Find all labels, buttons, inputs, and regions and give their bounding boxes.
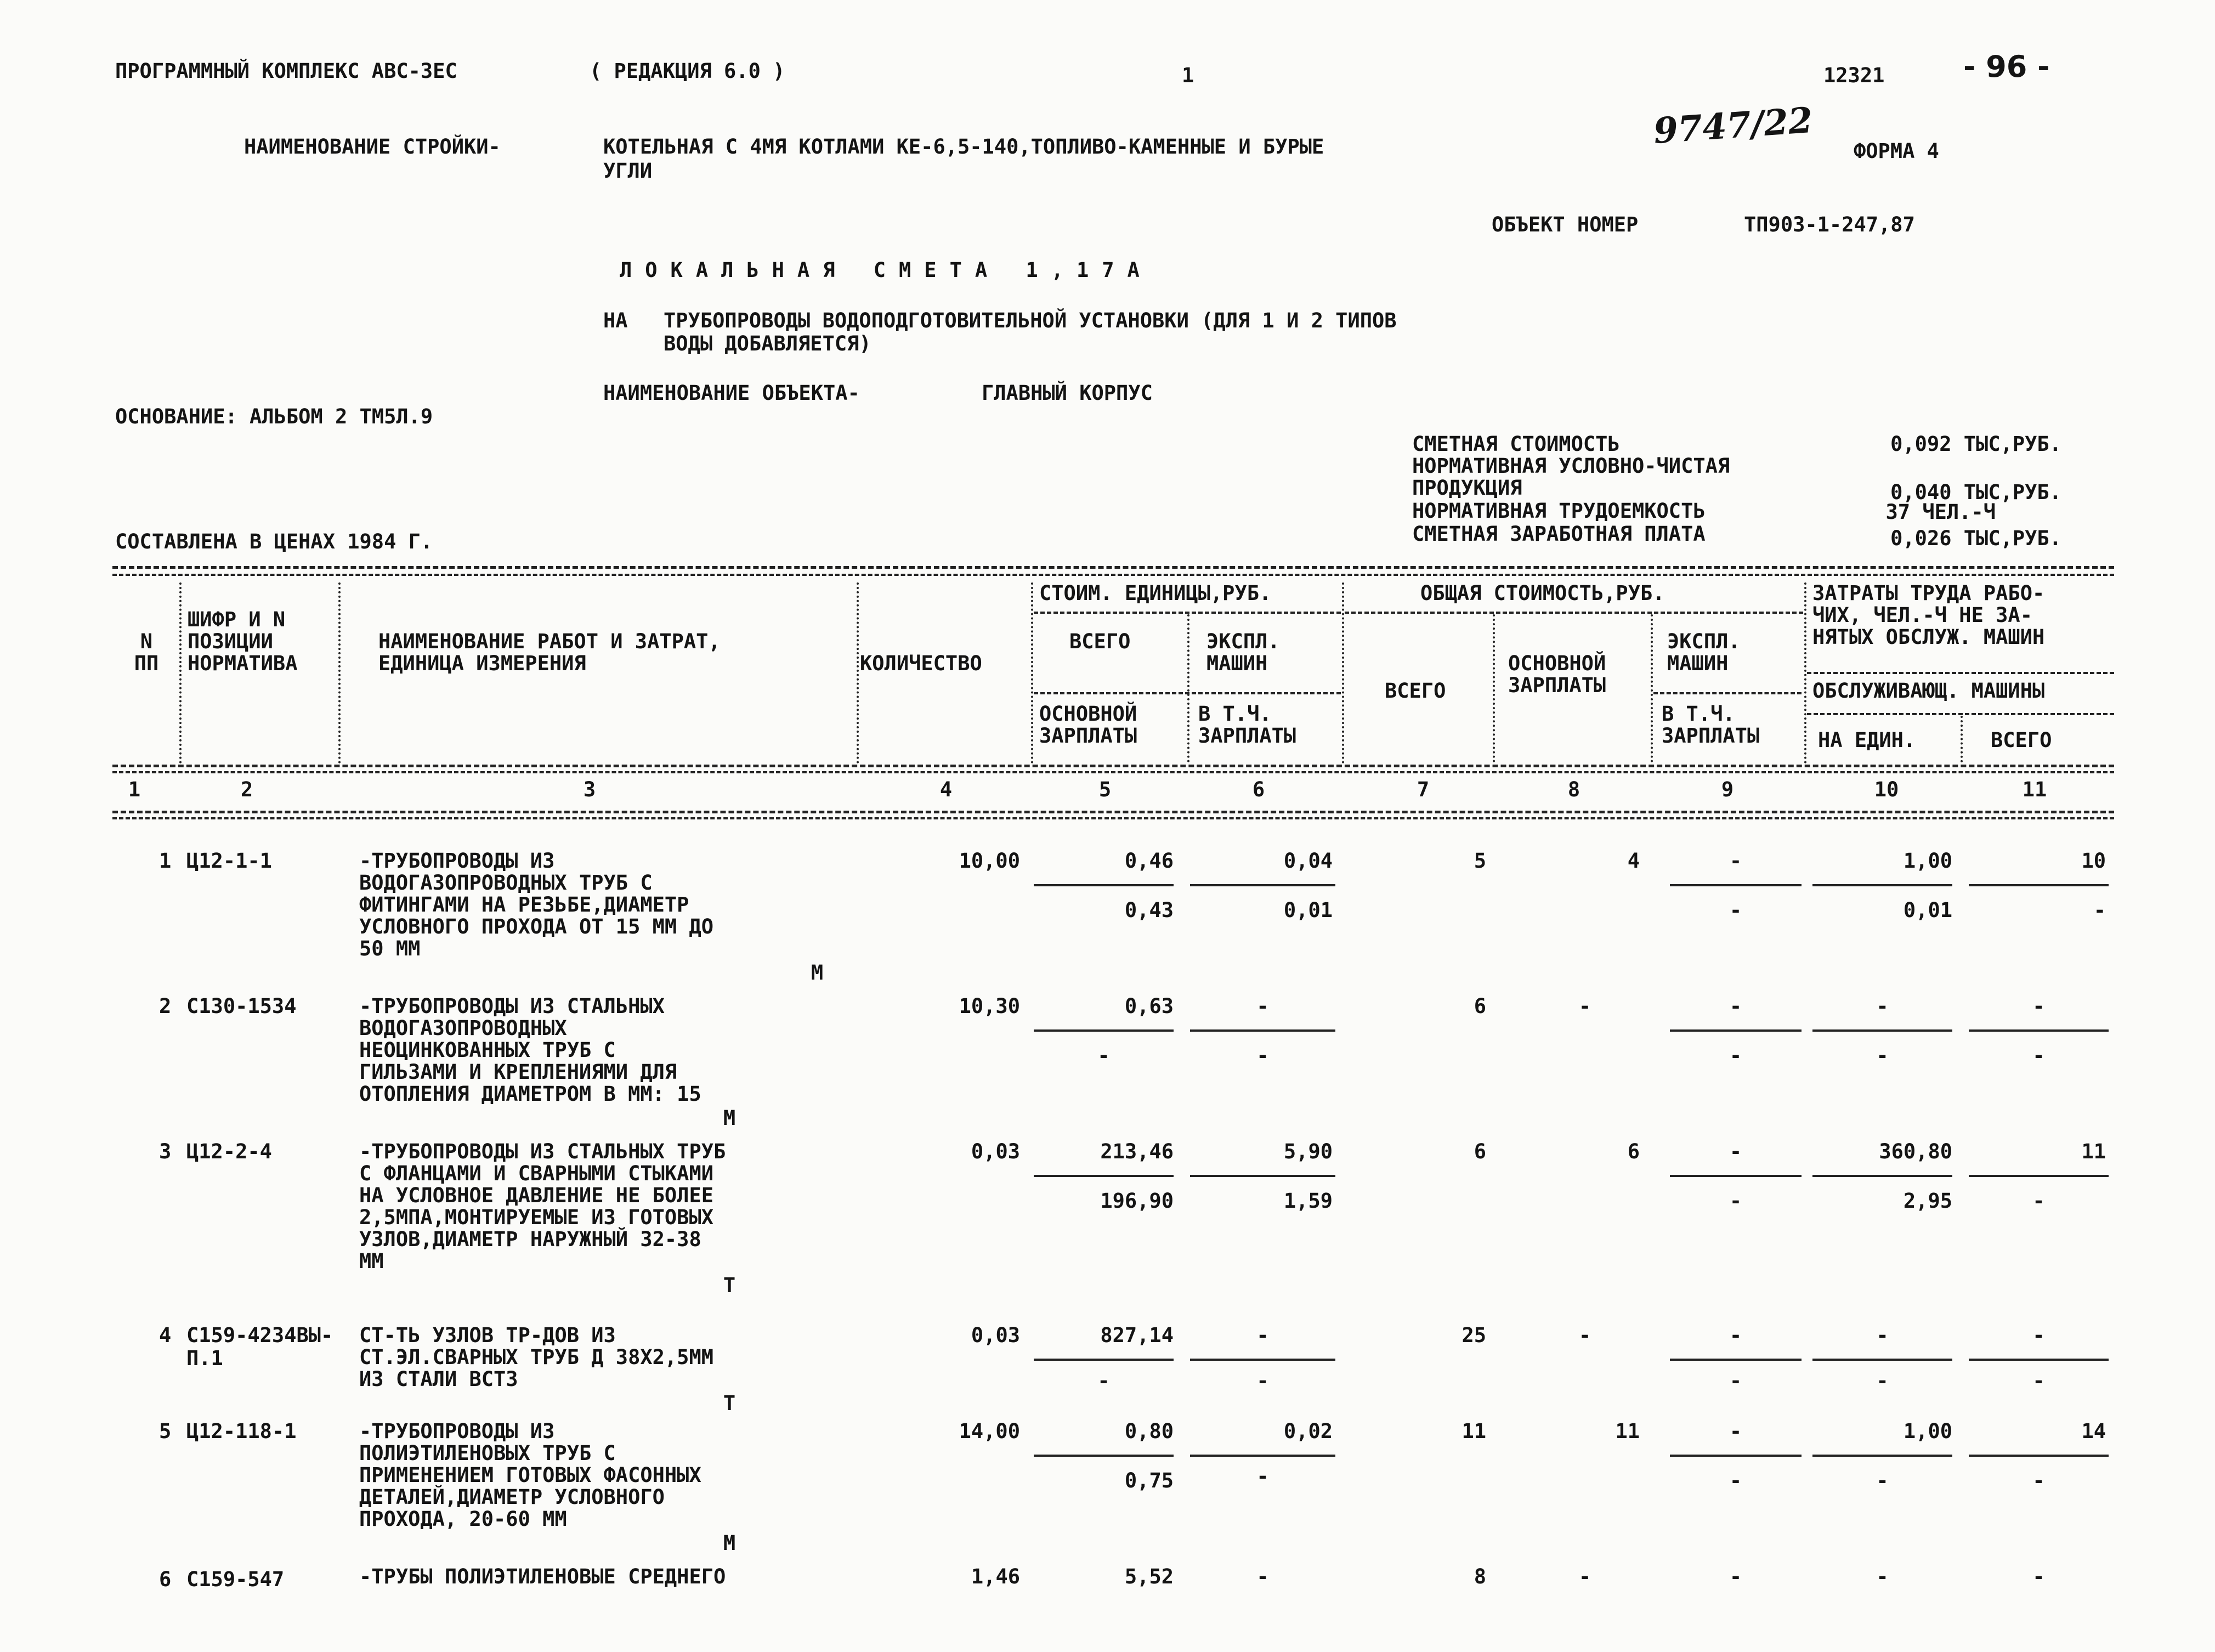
cell-total-wages: 4 (1627, 849, 1640, 873)
cell-unit-total: 5,52 (1124, 1565, 1174, 1588)
summary-label: НОРМАТИВНАЯ УСЛОВНО-ЧИСТАЯ (1412, 454, 1730, 478)
cell-underline (1969, 1359, 2109, 1361)
summary-label: НОРМАТИВНАЯ ТРУДОЕМКОСТЬ (1412, 499, 1706, 523)
table-rule (112, 817, 2114, 819)
cell-underline (1034, 1029, 1174, 1032)
cell-total-machines: - (1729, 1323, 1742, 1347)
column-header-unit-cost: СТОИМ. ЕДИНИЦЫ,РУБ. (1039, 581, 1272, 605)
cell-unit-machines: - (1256, 994, 1269, 1018)
row-code: Ц12-1-1 (186, 849, 272, 873)
cell-labor-machines-total: - (2032, 1189, 2045, 1213)
cell-unit-total: 827,14 (1100, 1323, 1174, 1347)
row-description: -ТРУБОПРОВОДЫ ИЗ ВОДОГАЗОПРОВОДНЫХ ТРУБ С ФИТИНГАМИ НА РЕЗЬБЕ,ДИАМЕТР УСЛОВНОГО ПРОХОДА ОТ 15 ММ ДО 50 ММ (359, 849, 714, 960)
column-separator (1651, 614, 1653, 762)
row-code-suffix: П.1 (186, 1347, 223, 1370)
column-header-total-cost: ОБЩАЯ СТОИМОСТЬ,РУБ. (1420, 581, 1665, 605)
summary-value: 0,092 ТЫС,РУБ. (1890, 432, 2061, 456)
row-code: С159-4234ВЫ- (186, 1323, 333, 1347)
row-number: 3 (159, 1140, 172, 1163)
cell-total-machine-wages: - (1729, 1189, 1742, 1213)
cell-unit-machines: - (1256, 1565, 1269, 1588)
construction-name-line-1: КОТЕЛЬНАЯ С 4МЯ КОТЛАМИ КЕ-6,5-140,ТОПЛИВО-КАМЕННЫЕ И БУРЫЕ (603, 135, 1324, 159)
cell-quantity: 10,00 (959, 849, 1020, 873)
row-description: -ТРУБОПРОВОДЫ ИЗ СТАЛЬНЫХ ТРУБ С ФЛАНЦАМИ И СВАРНЫМИ СТЫКАМИ НА УСЛОВНОЕ ДАВЛЕНИЕ НЕ БОЛЕЕ 2,5МПА,МОНТИРУЕМЫЕ ИЗ ГОТОВЫХ УЗЛОВ,ДИАМЕТР НАРУЖНЫЙ 32-38 ММ (359, 1140, 726, 1273)
cell-labor-unit: - (1876, 994, 1889, 1018)
cell-total-machine-wages: - (1729, 898, 1742, 922)
cell-unit-wages: 0,43 (1124, 898, 1174, 922)
cell-underline (1034, 884, 1174, 886)
cell-total-machines: - (1729, 1419, 1742, 1443)
column-separator (1493, 614, 1495, 762)
cell-underline (1670, 1359, 1802, 1361)
cell-underline (1969, 1029, 2109, 1032)
row-unit: М (723, 1531, 736, 1555)
column-number: 6 (1252, 778, 1265, 801)
column-number: 11 (2022, 778, 2047, 801)
cell-labor-total: - (2032, 994, 2045, 1018)
column-header-6a: ЭКСПЛ. МАШИН (1206, 630, 1280, 675)
cell-total: 8 (1474, 1565, 1486, 1588)
document-code: 12321 (1823, 64, 1885, 87)
cell-underline (1969, 884, 2109, 886)
table-rule (112, 765, 2114, 767)
table-rule-top (112, 574, 2114, 576)
column-number: 7 (1417, 778, 1430, 801)
column-separator (1342, 582, 1344, 763)
column-separator (338, 582, 341, 763)
column-separator (1961, 716, 1963, 762)
cell-total-wages: - (1578, 994, 1591, 1018)
cell-unit-wages: 196,90 (1100, 1189, 1174, 1213)
summary-value: 0,040 ТЫС,РУБ. (1890, 480, 2061, 504)
cell-labor-machines-total: - (2032, 1369, 2045, 1393)
table-rule (112, 811, 2114, 813)
cell-quantity: 10,30 (959, 994, 1020, 1018)
cell-underline (1812, 1455, 1952, 1457)
row-description: СТ-ТЬ УЗЛОВ ТР-ДОВ ИЗ СТ.ЭЛ.СВАРНЫХ ТРУБ Д 38Х2,5ММ ИЗ СТАЛИ ВСТ3 (359, 1323, 714, 1391)
sheet-number: 1 (1182, 64, 1194, 87)
column-header-number: N ПП (134, 630, 159, 675)
cell-total-machines: - (1729, 849, 1742, 873)
cell-underline (1812, 1029, 1952, 1032)
subject-line-2: ВОДЫ ДОБАВЛЯЕТСЯ) (664, 332, 871, 355)
cell-unit-machine-wages: - (1256, 1464, 1269, 1488)
column-header-labor-machines: ОБСЛУЖИВАЮЩ. МАШИНЫ (1812, 679, 2045, 703)
edition: ( РЕДАКЦИЯ 6.0 ) (590, 59, 785, 83)
cell-underline (1812, 884, 1952, 886)
cell-labor-machines-unit: 2,95 (1903, 1189, 1952, 1213)
row-code: Ц12-118-1 (186, 1419, 297, 1443)
cell-underline (1670, 884, 1802, 886)
cell-total: 6 (1474, 1140, 1486, 1163)
cell-unit-machines: 0,02 (1283, 1419, 1333, 1443)
row-number: 5 (159, 1419, 172, 1443)
cell-labor-unit: 1,00 (1903, 1419, 1952, 1443)
cell-unit-total: 0,63 (1124, 994, 1174, 1018)
column-header-6b: В Т.Ч. ЗАРПЛАТЫ (1198, 702, 1296, 748)
cell-labor-unit: 360,80 (1879, 1140, 1952, 1163)
cell-unit-total: 0,46 (1124, 849, 1174, 873)
construction-name-line-2: УГЛИ (603, 159, 653, 183)
summary-label: СМЕТНАЯ ЗАРАБОТНАЯ ПЛАТА (1412, 522, 1706, 546)
column-number: 9 (1721, 778, 1734, 801)
subject-prefix: НА (603, 309, 628, 332)
cell-unit-wages: - (1097, 1369, 1110, 1393)
header-divider (1345, 612, 1803, 614)
cell-labor-total: 10 (2081, 849, 2106, 873)
cell-total-wages: 6 (1627, 1140, 1640, 1163)
column-number: 5 (1098, 778, 1112, 801)
column-separator (179, 582, 182, 763)
program-name: ПРОГРАММНЫЙ КОМПЛЕКС АВС-ЗЕС (115, 59, 457, 83)
cell-underline (1190, 1359, 1335, 1361)
cell-labor-total: - (2032, 1565, 2045, 1588)
column-number: 3 (583, 778, 596, 801)
cell-total-wages: 11 (1615, 1419, 1640, 1443)
estimate-title: ЛОКАЛЬНАЯ СМЕТА 1,17А (620, 258, 1153, 282)
cell-unit-machines: 5,90 (1283, 1140, 1333, 1163)
cell-unit-machine-wages: - (1256, 1369, 1269, 1393)
column-number: 8 (1567, 778, 1580, 801)
cell-total: 6 (1474, 994, 1486, 1018)
construction-label: НАИМЕНОВАНИЕ СТРОЙКИ- (244, 135, 501, 159)
column-header-9b: В Т.Ч. ЗАРПЛАТЫ (1662, 702, 1760, 748)
cell-total: 25 (1461, 1323, 1486, 1347)
column-number: 10 (1874, 778, 1899, 801)
form-label: ФОРМА 4 (1854, 139, 1939, 163)
row-code: С159-547 (186, 1568, 285, 1591)
cell-underline (1034, 1359, 1174, 1361)
cell-total-machines: - (1729, 994, 1742, 1018)
cell-unit-machines: - (1256, 1323, 1269, 1347)
cell-labor-total: 14 (2081, 1419, 2106, 1443)
row-code: Ц12-2-4 (186, 1140, 272, 1163)
row-code: С130-1534 (186, 994, 297, 1018)
column-header-5b: ОСНОВНОЙ ЗАРПЛАТЫ (1039, 702, 1137, 748)
row-unit: Т (723, 1274, 736, 1297)
cell-underline (1190, 1029, 1335, 1032)
row-number: 2 (159, 994, 172, 1018)
object-number-label: ОБЪЕКТ НОМЕР (1492, 213, 1639, 236)
cell-unit-machine-wages: 1,59 (1283, 1189, 1333, 1213)
cell-labor-machines-unit: 0,01 (1903, 898, 1952, 922)
column-header-quantity: КОЛИЧЕСТВО (860, 652, 982, 675)
cell-quantity: 1,46 (971, 1565, 1020, 1588)
summary-label: СМЕТНАЯ СТОИМОСТЬ (1412, 432, 1620, 456)
row-number: 1 (159, 849, 172, 873)
cell-labor-machines-unit: - (1876, 1469, 1889, 1492)
cell-unit-machine-wages: - (1256, 1044, 1269, 1067)
row-number: 4 (159, 1323, 172, 1347)
row-unit: М (811, 961, 824, 985)
handwritten-number: 9747/22 (1652, 99, 1814, 152)
basis: ОСНОВАНИЕ: АЛЬБОМ 2 ТМ5Л.9 (115, 405, 433, 428)
column-header-8: ОСНОВНОЙ ЗАРПЛАТЫ (1508, 652, 1606, 697)
cell-unit-total: 213,46 (1100, 1140, 1174, 1163)
column-header-9a: ЭКСПЛ. МАШИН (1667, 630, 1741, 675)
column-number: 2 (240, 778, 253, 801)
column-header-5a: ВСЕГО (1069, 630, 1131, 653)
price-basis: СОСТАВЛЕНА В ЦЕНАХ 1984 Г. (115, 530, 433, 553)
cell-underline (1969, 1175, 2109, 1177)
cell-underline (1812, 1175, 1952, 1177)
column-separator (1031, 582, 1033, 763)
column-header-7: ВСЕГО (1385, 679, 1446, 703)
header-divider (1807, 713, 2114, 715)
cell-labor-total: 11 (2081, 1140, 2106, 1163)
cell-labor-machines-unit: - (1876, 1044, 1889, 1067)
cell-underline (1034, 1175, 1174, 1177)
cell-underline (1670, 1029, 1802, 1032)
cell-unit-machine-wages: 0,01 (1283, 898, 1333, 922)
subject-line-1: ТРУБОПРОВОДЫ ВОДОПОДГОТОВИТЕЛЬНОЙ УСТАНОВКИ (ДЛЯ 1 И 2 ТИПОВ (664, 309, 1397, 332)
row-description: -ТРУБОПРОВОДЫ ИЗ СТАЛЬНЫХ ВОДОГАЗОПРОВОДНЫХ НЕОЦИНКОВАННЫХ ТРУБ С ГИЛЬЗАМИ И КРЕПЛЕНИЯМИ ДЛЯ ОТОПЛЕНИЯ ДИАМЕТРОМ В ММ: 15 (359, 994, 701, 1106)
cell-total-wages: - (1578, 1323, 1591, 1347)
column-header-labor: ЗАТРАТЫ ТРУДА РАБО- ЧИХ, ЧЕЛ.-Ч НЕ ЗА- НЯТЫХ ОБСЛУЖ. МАШИН (1812, 581, 2045, 649)
cell-labor-unit: - (1876, 1565, 1889, 1588)
row-description: -ТРУБЫ ПОЛИЭТИЛЕНОВЫЕ СРЕДНЕГО (359, 1565, 726, 1588)
header-divider (1653, 692, 1802, 694)
cell-total-machine-wages: - (1729, 1369, 1742, 1393)
cell-labor-machines-unit: - (1876, 1369, 1889, 1393)
cell-underline (1190, 884, 1335, 886)
cell-unit-wages: 0,75 (1124, 1469, 1174, 1492)
cell-quantity: 0,03 (971, 1140, 1020, 1163)
cell-total-machines: - (1729, 1565, 1742, 1588)
cell-underline (1670, 1175, 1802, 1177)
header-divider (1034, 692, 1341, 694)
cell-underline (1190, 1175, 1335, 1177)
summary-value: 37 ЧЕЛ.-Ч (1885, 500, 1996, 524)
cell-labor-machines-total: - (2093, 898, 2106, 922)
header-divider (1807, 672, 2114, 674)
cell-total: 5 (1474, 849, 1486, 873)
cell-total: 11 (1461, 1419, 1486, 1443)
cell-labor-machines-total: - (2032, 1469, 2045, 1492)
column-header-11: ВСЕГО (1991, 728, 2052, 752)
cell-unit-total: 0,80 (1124, 1419, 1174, 1443)
object-number: ТП903-1-247,87 (1744, 213, 1915, 236)
cell-total-machine-wages: - (1729, 1469, 1742, 1492)
cell-quantity: 0,03 (971, 1323, 1020, 1347)
cell-unit-wages: - (1097, 1044, 1110, 1067)
object-name-label: НАИМЕНОВАНИЕ ОБЪЕКТА- (603, 381, 860, 405)
row-description: -ТРУБОПРОВОДЫ ИЗ ПОЛИЭТИЛЕНОВЫХ ТРУБ С ПРИМЕНЕНИЕМ ГОТОВЫХ ФАСОННЫХ ДЕТАЛЕЙ,ДИАМЕТР УСЛОВНОГО ПРОХОДА, 20-60 ММ (359, 1419, 701, 1531)
cell-unit-machines: 0,04 (1283, 849, 1333, 873)
cell-total-machine-wages: - (1729, 1044, 1742, 1067)
page-number: - 96 - (1963, 49, 2050, 84)
column-separator (1187, 614, 1189, 762)
cell-underline (1969, 1455, 2109, 1457)
cell-underline (1190, 1455, 1335, 1457)
column-number: 1 (128, 778, 141, 801)
cell-underline (1034, 1455, 1174, 1457)
summary-label: ПРОДУКЦИЯ (1412, 476, 1522, 500)
table-rule-top (112, 566, 2114, 569)
row-unit: М (723, 1106, 736, 1130)
column-separator (857, 582, 859, 763)
cell-labor-unit: - (1876, 1323, 1889, 1347)
column-header-description: НАИМЕНОВАНИЕ РАБОТ И ЗАТРАТ, ЕДИНИЦА ИЗМЕРЕНИЯ (378, 630, 721, 675)
column-number: 4 (939, 778, 953, 801)
header-divider (1034, 612, 1341, 614)
cell-labor-unit: 1,00 (1903, 849, 1952, 873)
column-header-10: НА ЕДИН. (1818, 728, 1916, 752)
cell-quantity: 14,00 (959, 1419, 1020, 1443)
cell-labor-machines-total: - (2032, 1044, 2045, 1067)
cell-underline (1812, 1359, 1952, 1361)
summary-value: 0,026 ТЫС,РУБ. (1890, 527, 2061, 550)
cell-underline (1670, 1455, 1802, 1457)
row-number: 6 (159, 1568, 172, 1591)
cell-labor-total: - (2032, 1323, 2045, 1347)
object-name: ГЛАВНЫЙ КОРПУС (982, 381, 1153, 405)
cell-total-machines: - (1729, 1140, 1742, 1163)
column-header-code: ШИФР И N ПОЗИЦИИ НОРМАТИВА (188, 608, 298, 675)
column-separator (1804, 582, 1806, 763)
table-rule (112, 771, 2114, 773)
cell-total-wages: - (1578, 1565, 1591, 1588)
row-unit: Т (723, 1391, 736, 1415)
